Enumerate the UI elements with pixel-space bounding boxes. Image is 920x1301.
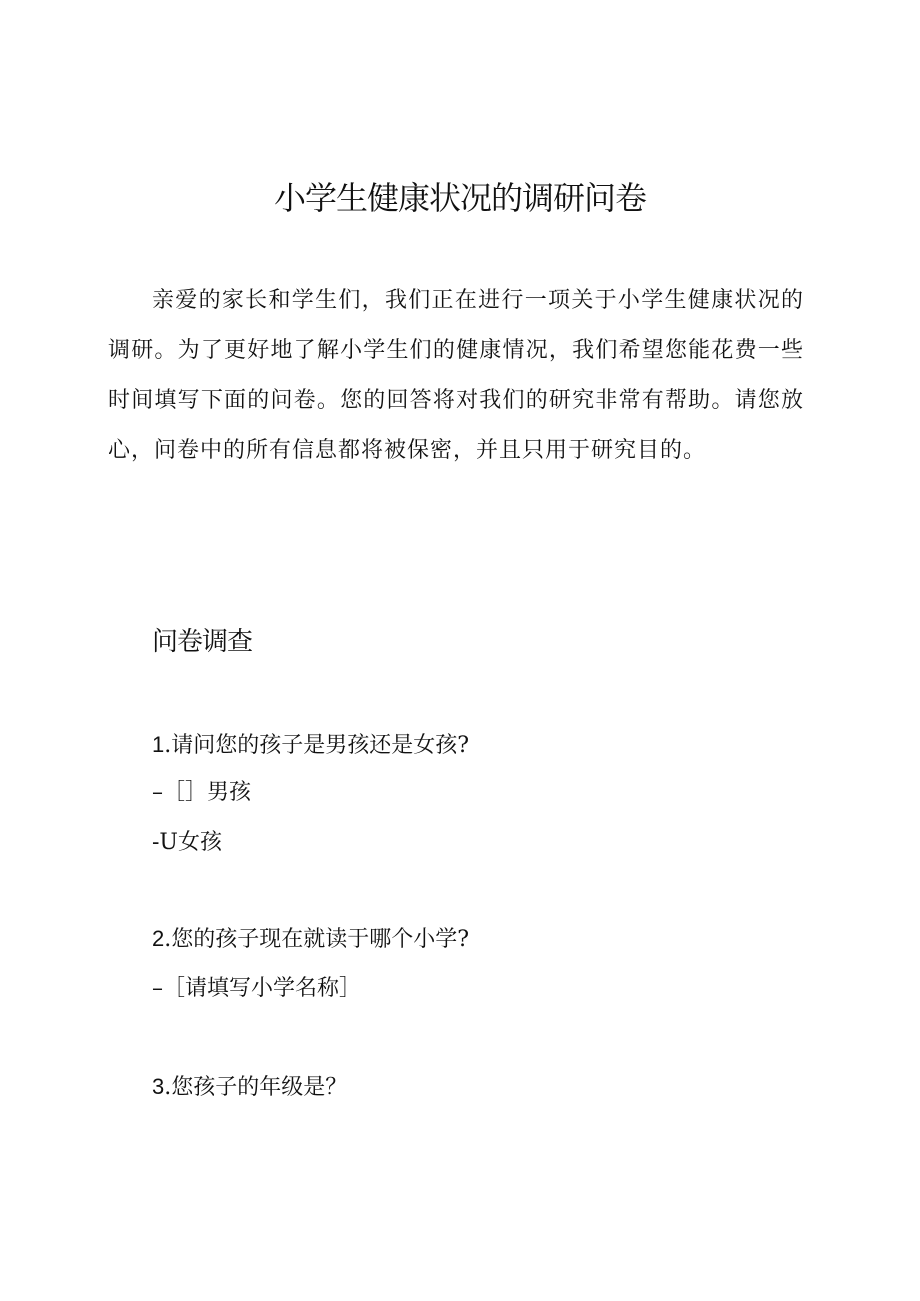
question-1-option-girl[interactable]: -U女孩 [152, 830, 222, 855]
document-title: 小学生健康状况的调研问卷 [273, 179, 646, 217]
section-title: 问卷调查 [152, 627, 253, 657]
question-2 [152, 922, 469, 957]
question-number: 1 [152, 732, 165, 757]
question-number: 2 [152, 926, 165, 951]
question-number: 3 [152, 1074, 165, 1099]
intro-paragraph: 亲爱的家长和学生们，我们正在进行一项关于小学生健康状况的调研。为了更好地了解小学生们的健康情况，我们希望您能花费一些时间填写下面的问卷。您的回答将对我们的研究非常有帮助。请您放心，问卷中的所有信息都将被保密，并且只用于研究目的。 [108, 288, 804, 463]
question-text: .您孩子的年级是？ [164, 1075, 348, 1100]
question-1-option-boy[interactable]: –［］男孩 [152, 780, 252, 805]
question-1 [152, 728, 469, 763]
question-text: .请问您的孩子是男孩还是女孩? [164, 733, 470, 758]
question-3 [152, 1070, 347, 1105]
question-2-school-name-field[interactable]: –［请填写小学名称］ [152, 976, 362, 1001]
question-text: .您的孩子现在就读于哪个小学? [164, 927, 470, 952]
